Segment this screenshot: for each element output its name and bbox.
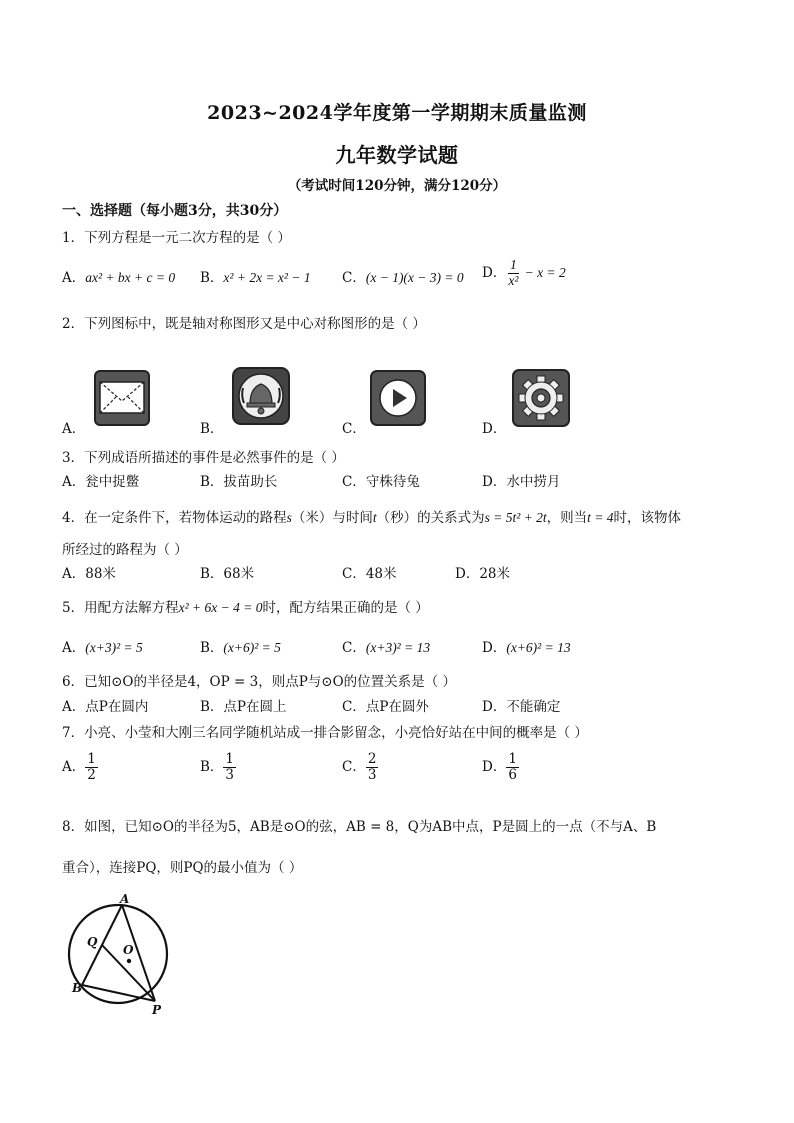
- label-a: A: [120, 892, 130, 906]
- segment-bp: [82, 985, 155, 1001]
- bell-icon: [231, 366, 291, 426]
- q4-formula: s = 5t² + 2t: [484, 510, 547, 525]
- section-heading: 一、选择题（每小题3分，共30分）: [62, 203, 288, 219]
- q1-option-b: [200, 266, 311, 286]
- q4-line1-a: 4．在一定条件下，若物体运动的路程: [62, 510, 287, 526]
- label-q: Q: [87, 935, 98, 949]
- q7-option-b-label: B．: [200, 758, 224, 775]
- q7-option-c: [342, 752, 378, 783]
- q6-option-c: C．点P在圆外: [342, 699, 429, 715]
- label-o: O: [123, 943, 134, 957]
- q1-option-b-math: x² + 2x = x² − 1: [223, 270, 311, 285]
- q6-option-a: A．点P在圆内: [62, 699, 149, 715]
- q7-option-d-denominator: 6: [508, 766, 517, 783]
- label-b: B: [72, 981, 83, 995]
- q4-line1-b: （米）与时间: [291, 510, 373, 526]
- q1-option-b-label: B．: [200, 270, 224, 286]
- exam-subtitle: 九年数学试题: [335, 143, 459, 167]
- q7-option-b: [200, 752, 236, 783]
- q7-option-a-denominator: 2: [87, 766, 96, 783]
- play-icon: [369, 369, 427, 427]
- center-point: [127, 959, 131, 963]
- q1-option-d-numerator: 1: [509, 257, 517, 272]
- q1-option-c-label: C．: [342, 270, 366, 286]
- q3-option-b: B．拔苗助长: [200, 474, 278, 490]
- q1-option-a-math: ax² + bx + c = 0: [85, 270, 176, 285]
- q6-stem: 6．已知⊙O的半径是4，OP = 3，则点P与⊙O的位置关系是（ ）: [62, 674, 456, 690]
- label-p: P: [152, 1003, 162, 1017]
- q7-option-b-fraction: [223, 752, 236, 783]
- q5-option-b-label: B．: [200, 640, 224, 656]
- q5-stem-math: x² + 6x − 4 = 0: [178, 600, 263, 615]
- q5-option-c: [342, 636, 430, 656]
- q4-option-d: D．28米: [455, 566, 511, 582]
- q4-t-var: t: [372, 510, 377, 525]
- q7-option-d: [482, 752, 519, 783]
- q4-line1: [62, 506, 681, 526]
- q7-option-a-numerator: 1: [87, 751, 96, 767]
- q4-t-eq: t = 4: [587, 510, 614, 525]
- q1-stem: 1．下列方程是一元二次方程的是（ ）: [62, 230, 291, 246]
- q7-option-a: [62, 752, 98, 783]
- q7-option-d-fraction: [506, 752, 519, 783]
- q2-stem: 2．下列图标中，既是轴对称图形又是中心对称图形的是（ ）: [62, 316, 426, 332]
- circle-figure: [62, 888, 172, 1028]
- q5-option-d: [482, 636, 571, 656]
- q5-option-a-label: A．: [62, 640, 86, 656]
- q5-option-b-math: (x+6)² = 5: [223, 640, 281, 655]
- q6-option-b: B．点P在圆上: [200, 699, 287, 715]
- q4-option-b: B．68米: [200, 566, 255, 582]
- gear-icon: [511, 368, 571, 428]
- q2-option-b-label: B．: [200, 421, 224, 437]
- q1-option-c-math: (x − 1)(x − 3) = 0: [365, 270, 464, 285]
- q4-line1-e: 时，该物体: [613, 510, 682, 526]
- q7-stem: 7．小亮、小莹和大刚三名同学随机站成一排合影留念，小亮恰好站在中间的概率是（ ）: [62, 725, 588, 741]
- q7-option-a-fraction: [85, 752, 98, 783]
- q7-option-c-fraction: [366, 752, 379, 783]
- q4-line1-c: （秒）的关系式为: [376, 510, 485, 526]
- q4-s-var: s: [286, 510, 292, 525]
- q5-stem: [62, 596, 429, 616]
- q5-option-c-label: C．: [342, 640, 366, 656]
- q1-option-d-rest: − x = 2: [524, 264, 566, 280]
- q5-option-b: [200, 636, 281, 656]
- q7-option-c-denominator: 3: [367, 766, 377, 783]
- q1-option-d-fraction: [506, 258, 520, 289]
- q8-line1: 8．如图，已知⊙O的半径为5，AB是⊙O的弦，AB = 8，Q为AB中点，P是圆上的一点（不与A、B: [62, 819, 657, 835]
- q3-option-a: A．瓮中捉鳖: [62, 474, 140, 490]
- q5-stem-b: 时，配方结果正确的是（ ）: [262, 600, 429, 616]
- circle-o: [69, 905, 167, 1003]
- q4-option-a: A．88米: [62, 566, 116, 582]
- q7-option-d-numerator: 1: [508, 751, 517, 767]
- q7-option-c-numerator: 2: [367, 751, 377, 767]
- q5-stem-a: 5．用配方法解方程: [62, 600, 179, 616]
- q7-option-b-denominator: 3: [225, 766, 235, 783]
- q5-option-a-math: (x+3)² = 5: [85, 640, 143, 655]
- q7-option-b-numerator: 1: [225, 751, 235, 767]
- q2-option-d-label: D．: [482, 421, 507, 437]
- q4-line1-d: ，则当: [546, 510, 588, 526]
- q4-option-c: C．48米: [342, 566, 397, 582]
- q1-option-a: [62, 266, 175, 286]
- q1-option-d: [482, 258, 566, 289]
- q7-option-a-label: A．: [62, 758, 86, 775]
- exam-note: （考试时间120分钟，满分120分）: [287, 178, 507, 194]
- exam-title: 2023~2024学年度第一学期期末质量监测: [207, 102, 587, 124]
- q1-option-d-label: D．: [482, 264, 507, 281]
- q3-option-d: D．水中捞月: [482, 474, 561, 490]
- q5-option-d-math: (x+6)² = 13: [506, 640, 571, 655]
- q4-line2: 所经过的路程为（ ）: [62, 542, 188, 558]
- q1-option-a-label: A．: [62, 270, 86, 286]
- q7-option-d-label: D．: [482, 758, 507, 775]
- q5-option-c-math: (x+3)² = 13: [365, 640, 431, 655]
- envelope-icon: [93, 369, 151, 427]
- q6-option-d: D．不能确定: [482, 699, 561, 715]
- q5-option-d-label: D．: [482, 640, 507, 656]
- q1-option-d-denominator: x²: [508, 272, 519, 288]
- q1-option-c: [342, 266, 464, 286]
- q3-option-c: C．守株待兔: [342, 474, 420, 490]
- q5-option-a: [62, 636, 143, 656]
- q7-option-c-label: C．: [342, 758, 366, 775]
- q2-option-a-label: A．: [62, 421, 86, 437]
- q8-line2: 重合），连接PQ，则PQ的最小值为（ ）: [62, 860, 303, 876]
- q3-stem: 3．下列成语所描述的事件是必然事件的是（ ）: [62, 450, 345, 466]
- q2-option-c-label: C．: [342, 421, 366, 437]
